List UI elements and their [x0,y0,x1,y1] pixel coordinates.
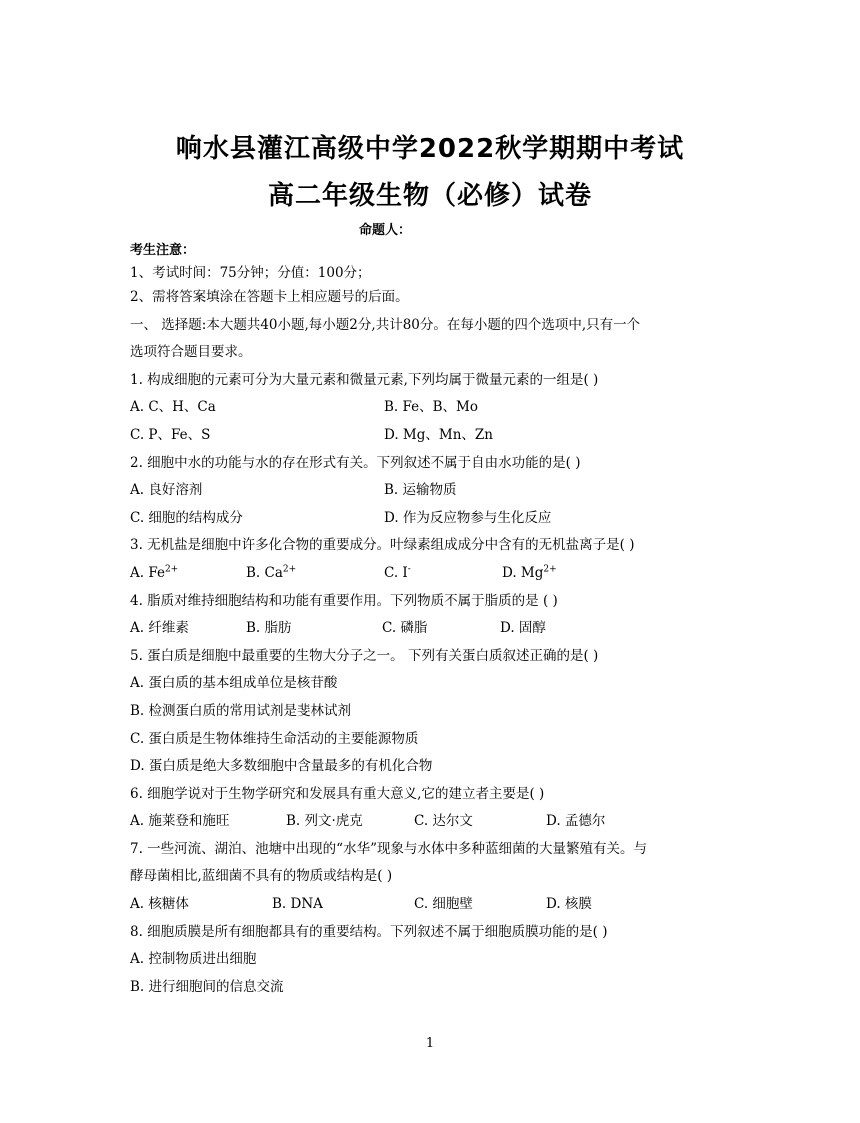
exam-title-line1: 响水县灌江高级中学2022秋学期期中考试 [175,134,685,164]
question-1-options-row [130,422,730,450]
question-8-stem: 8. 细胞质膜是所有细胞都具有的重要结构。下列叙述不属于细胞质膜功能的是( ) [130,923,608,940]
question-7-stem: 7. 一些河流、湖泊、池塘中出现的“水华”现象与水体中多种蓝细菌的大量繁殖有关。与 [130,840,647,857]
question-4-options-row [130,615,730,643]
exam-title-line2: 高二年级生物（必修）试卷 [267,181,592,211]
option-a: A. 纤维素 [130,620,189,637]
option-a: A. 良好溶剂 [130,482,203,499]
option-c: C. 达尔文 [414,813,473,830]
question-5-stem: 5. 蛋白质是细胞中最重要的生物大分子之一。 下列有关蛋白质叙述正确的是( ) [130,647,599,664]
note-item: 1、考试时间：75分钟；分值：100分； [130,265,371,281]
option-c: C. 蛋白质是生物体维持生命活动的主要能源物质 [130,730,419,747]
option-d: D. 孟德尔 [546,813,606,830]
question-6-options-row [130,808,730,836]
option-a: A. 核糖体 [130,896,189,913]
option-b: B. $Ca^{2+}$ [246,564,297,581]
author-label: 命题人： [358,223,411,238]
question-2-stem: 2. 细胞中水的功能与水的存在形式有关。下列叙述不属于自由水功能的是( ) [130,454,581,471]
note-item: 2、需将答案填涂在答题卡上相应题号的后面。 [130,289,409,305]
question-1-options-row [130,394,730,422]
option-b: B. DNA [272,896,323,913]
option-c: C. 细胞壁 [414,896,473,913]
option-d: D. 蛋白质是绝大多数细胞中含量最多的有机化合物 [130,758,433,775]
question-7-options-row [130,891,730,919]
option-a: A. 控制物质进出细胞 [130,951,257,968]
option-d: D. 固醇 [500,620,546,637]
notes-heading: 考生注意： [130,243,196,258]
option-a: A. $Fe^{2+}$ [130,564,179,581]
option-c: C. P、Fe、S [130,426,211,443]
option-b: B. Fe、B、Mo [384,399,478,416]
option-d: D. $Mg^{2+}$ [502,564,557,581]
option-b: B. 脂肪 [246,620,292,637]
option-b: B. 列文·虎克 [286,813,363,830]
option-c: C. 磷脂 [382,620,428,637]
option-d: D. 核膜 [546,896,592,913]
question-4-stem: 4. 脂质对维持细胞结构和功能有重要作用。下列物质不属于脂质的是 ( ) [130,592,558,609]
option-b: B. 检测蛋白质的常用试剂是斐林试剂 [130,702,352,719]
option-a: A. 施莱登和施旺 [130,813,230,830]
question-1-stem: 1. 构成细胞的元素可分为大量元素和微量元素,下列均属于微量元素的一组是( ) [130,371,599,388]
page-number: 1 [425,1036,435,1051]
option-c: C. 细胞的结构成分 [130,509,243,526]
option-d: D. Mg、Mn、Zn [384,426,493,443]
option-a: A. 蛋白质的基本组成单位是核苷酸 [130,675,338,692]
question-3-stem: 3. 无机盐是细胞中许多化合物的重要成分。叶绿素组成成分中含有的无机盐离子是( ) [130,537,635,554]
option-b: B. 进行细胞间的信息交流 [130,978,284,995]
option-b: B. 运输物质 [384,482,457,499]
question-2-options-row [130,505,730,533]
section-instructions: 一、 选择题:本大题共40小题,每小题2分,共计80分。在每小题的四个选项中,只有一个 [130,316,641,333]
question-7-stem-cont: 酵母菌相比,蓝细菌不具有的物质或结构是( ) [130,868,393,885]
option-d: D. 作为反应物参与生化反应 [384,509,552,526]
exam-body [130,240,730,1001]
option-a: A. C、H、Ca [130,399,216,416]
section-instructions-cont: 选项符合题目要求。 [130,344,252,361]
question-3-options-row [130,560,730,588]
question-2-options-row [130,477,730,505]
option-c: C. I- [384,564,411,581]
question-6-stem: 6. 细胞学说对于生物学研究和发展具有重大意义,它的建立者主要是( ) [130,785,545,802]
